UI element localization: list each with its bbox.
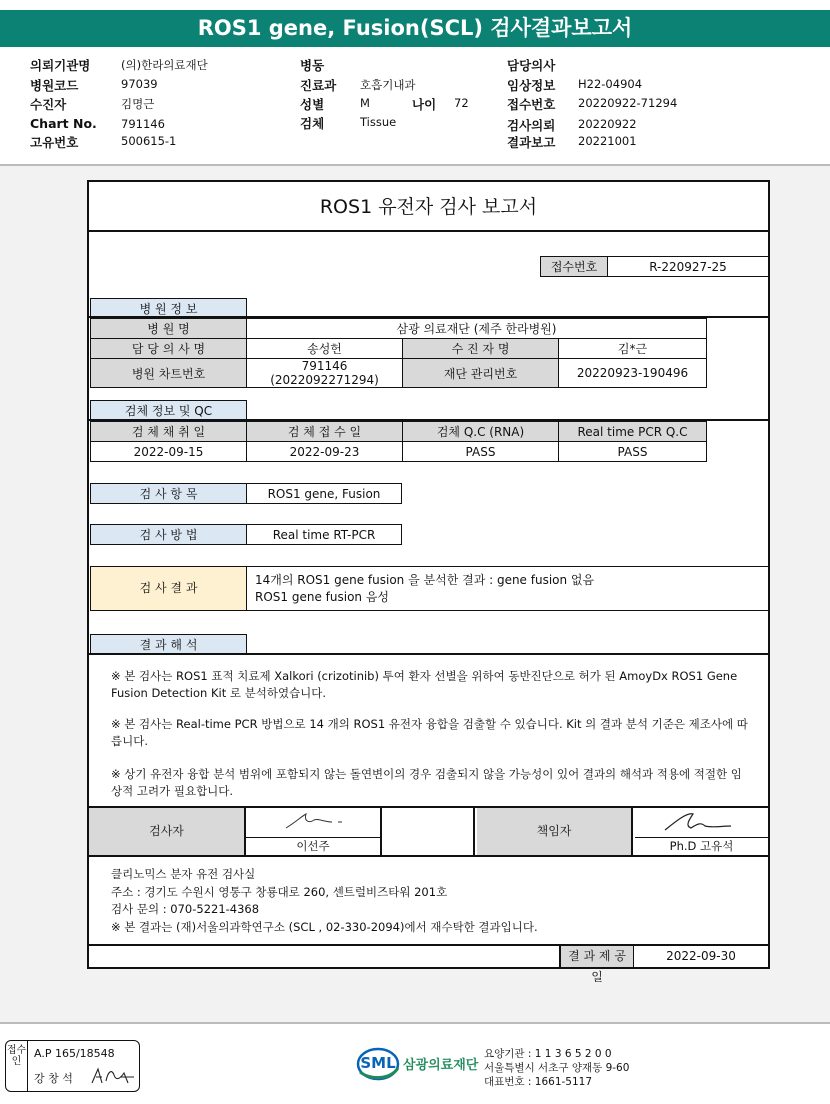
label-chart-no: Chart No.	[30, 116, 97, 131]
value-unique-no: 500615-1	[121, 134, 177, 148]
lab-name: 클리노믹스 분자 유전 검사실	[111, 867, 256, 881]
collect-date-value: 2022-09-15	[91, 442, 247, 462]
report-title: ROS1 유전자 검사 보고서	[89, 182, 768, 232]
label-age: 나이	[412, 97, 437, 112]
label-specimen: 검체	[300, 116, 325, 131]
collect-date-header: 검 체 채 취 일	[91, 422, 247, 442]
report-title-bar: ROS1 gene, Fusion(SCL) 검사결과보고서	[0, 10, 830, 47]
interpretation-note-2: ※ 본 검사는 Real-time PCR 방법으로 14 개의 ROS1 유전자 융합을 검출할 수 있습니다. Kit 의 결과 분석 기준은 제조사에 따릅니다.	[111, 717, 748, 748]
value-requester: (의)한라의료재단	[121, 58, 208, 72]
hospital-name-value: 삼광 의료재단 (제주 한라병원)	[247, 319, 707, 339]
examiner-signature-cell	[246, 808, 382, 855]
logo-text: SML	[360, 1054, 396, 1072]
doctor-value: 송성헌	[247, 339, 403, 359]
value-sex: M	[360, 96, 370, 110]
label-ward: 병동	[300, 58, 325, 73]
label-patient: 수진자	[30, 97, 67, 112]
footer-address: 서울특별시 서초구 양재동 9-60	[484, 1062, 630, 1074]
receive-date-value: 2022-09-23	[247, 442, 403, 462]
stamp-signature-icon	[90, 1065, 136, 1087]
examiner-signature-icon	[246, 808, 380, 836]
director-name: Ph.D 고유석	[635, 837, 768, 855]
footer-phone: 대표번호 : 1661-5117	[484, 1076, 593, 1088]
lab-contact: 검사 문의 : 070-5221-4368	[111, 902, 260, 916]
stamp-name: 강 창 석	[34, 1072, 73, 1085]
interpretation-note-3: ※ 상기 유전자 융합 분석 범위에 포함되지 않는 돌연변이의 경우 검출되지 않을 가능성이 있어 결과의 해석과 적용에 적절한 임상적 고려가 필요합니다.	[111, 767, 742, 798]
value-age: 72	[454, 96, 469, 110]
foundation-name: 삼광의료재단	[403, 1058, 479, 1073]
examiner-label: 검사자	[89, 808, 246, 855]
test-method-label: 검 사 방 법	[90, 524, 247, 545]
value-clinical-info: H22-04904	[578, 77, 643, 91]
report-frame	[87, 180, 770, 984]
doctor-label: 담 당 의 사 명	[91, 339, 247, 359]
label-doctor: 담당의사	[507, 58, 556, 73]
value-specimen: Tissue	[360, 115, 397, 129]
director-label: 책임자	[477, 808, 633, 855]
hospital-info-table	[90, 318, 707, 388]
patient-value: 김*근	[559, 339, 707, 359]
lab-note: ※ 본 결과는 (재)서울의과학연구소 (SCL , 02-330-2094)에서 재수탁한 결과입니다.	[111, 919, 538, 934]
label-requester: 의뢰기관명	[30, 58, 91, 73]
pcr-qc-value: PASS	[559, 442, 707, 462]
receive-date-header: 검 체 접 수 일	[247, 422, 403, 442]
label-department: 진료과	[300, 78, 337, 93]
blank-cell	[384, 808, 475, 855]
receipt-value: R-220927-25	[607, 256, 768, 277]
patient-header	[0, 52, 830, 164]
director-signature-cell	[635, 808, 768, 855]
rna-qc-header: 검체 Q.C (RNA)	[403, 422, 559, 442]
signature-row	[89, 808, 768, 857]
value-report-date: 20221001	[578, 134, 637, 148]
result-line-1: 14개의 ROS1 gene fusion 을 분석한 결과 : gene fusion 없음	[255, 573, 595, 587]
value-department: 호흡기내과	[360, 78, 416, 92]
test-method-value: Real time RT-PCR	[246, 524, 402, 545]
value-hospital-code: 97039	[121, 77, 158, 91]
receipt-label: 접수번호	[540, 256, 608, 277]
examiner-name: 이선주	[246, 837, 380, 855]
reception-stamp	[5, 1040, 140, 1092]
lab-info	[111, 866, 538, 936]
interpretation-note-1: ※ 본 검사는 ROS1 표적 치료제 Xalkori (crizotinib) 투여 환자 선별을 위하여 동반진단으로 허가 된 AmoyDx ROS1 Gene Fusion Detection Kit 로 분석하였습니다.	[111, 669, 738, 700]
label-unique-no: 고유번호	[30, 135, 79, 150]
chart-number-label: 병원 차트번호	[91, 359, 247, 388]
management-number-label: 재단 관리번호	[403, 359, 559, 388]
hospital-name-label: 병 원 명	[91, 319, 247, 339]
label-clinical-info: 임상정보	[507, 78, 556, 93]
result-date-value: 2022-09-30	[666, 949, 736, 963]
result-label: 검 사 결 과	[90, 566, 247, 611]
label-report-date: 결과보고	[507, 135, 556, 150]
management-number-value: 20220923-190496	[559, 359, 707, 388]
label-request-date: 검사의뢰	[507, 118, 556, 133]
label-hospital-code: 병원코드	[30, 78, 79, 93]
value-request-date: 20220922	[578, 117, 637, 131]
value-chart-no: 791146	[121, 117, 165, 131]
footer-divider	[0, 1022, 830, 1024]
value-patient: 김명근	[121, 97, 155, 111]
rna-qc-value: PASS	[403, 442, 559, 462]
chart-number-value: 791146 (2022092271294)	[247, 359, 403, 388]
result-box	[246, 566, 768, 611]
hospital-section-header: 병 원 정 보	[90, 298, 247, 319]
section-rule	[89, 653, 768, 655]
sml-logo-icon	[356, 1044, 400, 1084]
stamp-code: A.P 165/18548	[34, 1047, 115, 1060]
care-code: 요양기관 : 1 1 3 6 5 2 0 0	[484, 1048, 612, 1060]
label-receipt-no: 접수번호	[507, 97, 556, 112]
result-date-label: 결 과 제 공 일	[559, 946, 634, 967]
interpretation-section-header: 결 과 해 석	[90, 634, 247, 655]
test-item-value: ROS1 gene, Fusion	[246, 483, 402, 504]
test-item-label: 검 사 항 목	[90, 483, 247, 504]
patient-label: 수 진 자 명	[403, 339, 559, 359]
result-line-2: ROS1 gene fusion 음성	[255, 590, 390, 604]
lab-address: 주소 : 경기도 수원시 영통구 창룡대로 260, 센트럴비즈타워 201호	[111, 884, 448, 899]
value-receipt-no: 20220922-71294	[578, 96, 678, 110]
label-sex: 성별	[300, 97, 325, 112]
stamp-label: 접수인	[6, 1041, 28, 1091]
specimen-section-header: 검체 정보 및 QC	[90, 400, 247, 421]
specimen-qc-table	[90, 421, 707, 462]
footer-contact	[484, 1047, 629, 1089]
director-signature-icon	[635, 808, 768, 836]
pcr-qc-header: Real time PCR Q.C	[559, 422, 707, 442]
